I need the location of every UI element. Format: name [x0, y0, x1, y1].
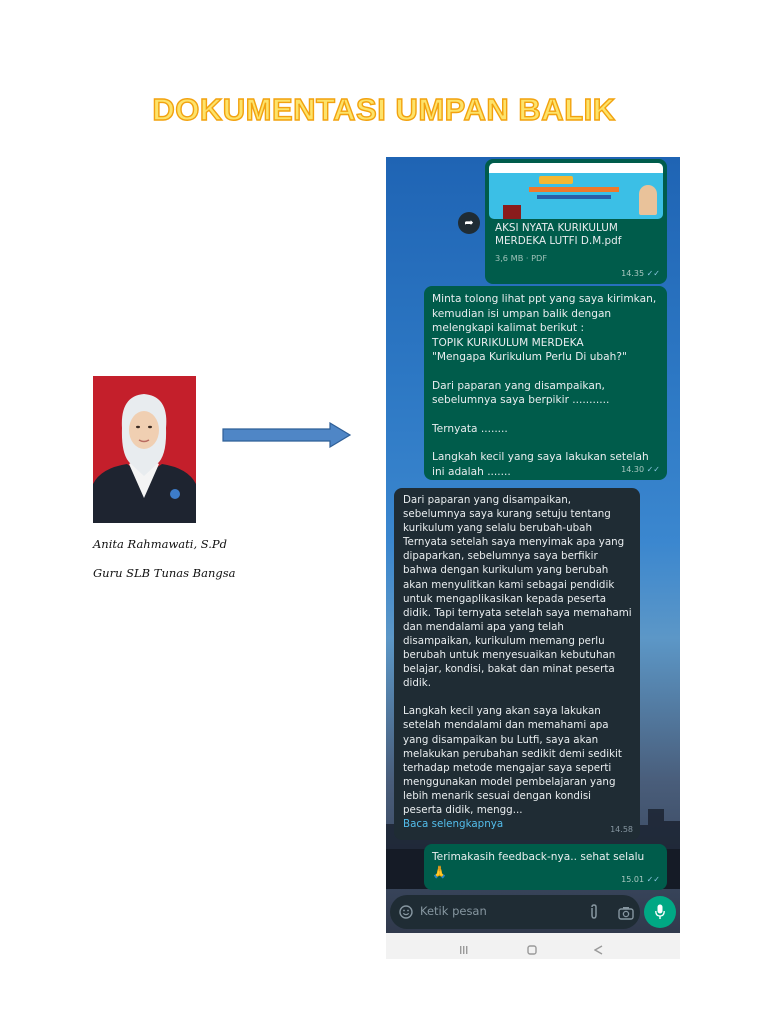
chat-screenshot	[386, 157, 680, 959]
page-title: DOKUMENTASI UMPAN BALIK	[152, 92, 616, 127]
right-arrow-icon	[222, 422, 352, 448]
nav-back-icon[interactable]	[594, 940, 603, 959]
camera-icon[interactable]	[618, 905, 634, 924]
read-ticks-icon: ✓✓	[646, 268, 660, 278]
message-paragraph: Minta tolong lihat ppt yang saya kirimkan, kemudian isi umpan balik dengan melengkapi kalimat berikut : TOPIK KURIKULUM MERDEKA "Mengapa Kurikulum Perlu Di ubah?"	[432, 293, 657, 363]
message-input[interactable]: Ketik pesan	[420, 904, 487, 918]
file-message-bubble[interactable]	[485, 159, 667, 284]
pdf-preview-thumbnail	[489, 163, 663, 219]
message-input-bar[interactable]	[390, 895, 640, 929]
pdf-file-name: AKSI NYATA KURIKULUM MERDEKA LUTFI D.M.pdf	[495, 222, 622, 247]
message-time: 15.01	[621, 874, 645, 884]
nav-home-icon[interactable]	[527, 940, 537, 959]
read-ticks-icon: ✓✓	[646, 874, 660, 884]
emoji-icon[interactable]	[399, 904, 413, 918]
android-nav-bar	[386, 933, 680, 959]
profile-photo	[93, 376, 196, 523]
pdf-file-meta: 3,6 MB · PDF	[495, 253, 548, 263]
request-message-bubble[interactable]	[424, 286, 667, 480]
profile-role: Guru SLB Tunas Bangsa	[93, 566, 236, 580]
folded-hands-emoji: 🙏	[432, 864, 447, 879]
nav-recent-icon[interactable]	[459, 940, 468, 950]
message-text: Terimakasih feedback-nya.. sehat selalu	[432, 851, 645, 863]
read-more-link[interactable]: Baca selengkapnya	[403, 818, 504, 831]
message-time: 14.35	[621, 268, 645, 278]
attach-icon[interactable]	[589, 904, 599, 924]
reply-message-bubble[interactable]	[394, 488, 640, 840]
message-time: 14.30	[621, 464, 645, 474]
message-paragraph: Langkah kecil yang saya lakukan setelah ini adalah .......	[432, 451, 649, 478]
read-ticks-icon: ✓✓	[646, 464, 660, 474]
forward-icon[interactable]: ➦	[458, 212, 480, 234]
thanks-message-bubble[interactable]	[424, 844, 667, 890]
message-paragraph: Dari paparan yang disampaikan, sebelumnya saya berpikir ...........	[432, 379, 610, 406]
message-paragraph: Langkah kecil yang akan saya lakukan setelah mendalami dan memahami apa yang disampaikan bu Lutfi, saya akan melakukan perubahan sedikit demi sedikit terhadap metode mengajar saya seperti menggunakan model pembelajaran yang lebih menarik sesuai dengan kondisi peserta didik, mengg...	[403, 705, 622, 816]
mic-button[interactable]	[644, 896, 676, 928]
message-time: 14.58	[610, 824, 633, 834]
message-paragraph: Dari paparan yang disampaikan, sebelumnya saya kurang setuju tentang kurikulum yang selalu berubah-ubah Ternyata setelah saya menyimak apa yang dipaparkan, sebelumnya saya berfikir bahwa dengan kurikulum yang berubah akan menyulitkan kami sebagai pendidik untuk mengaplikasikan kepada peserta didik. Tapi ternyata setelah saya memahami dan mendalami apa yang telah disampaikan, kurikulum memang perlu berubah untuk menyesuaikan kebutuhan belajar, kondisi, bakat dan minat peserta didik.	[403, 494, 632, 690]
mic-icon	[655, 904, 665, 924]
profile-name: Anita Rahmawati, S.Pd	[93, 537, 228, 551]
message-paragraph: Ternyata ........	[432, 422, 508, 435]
